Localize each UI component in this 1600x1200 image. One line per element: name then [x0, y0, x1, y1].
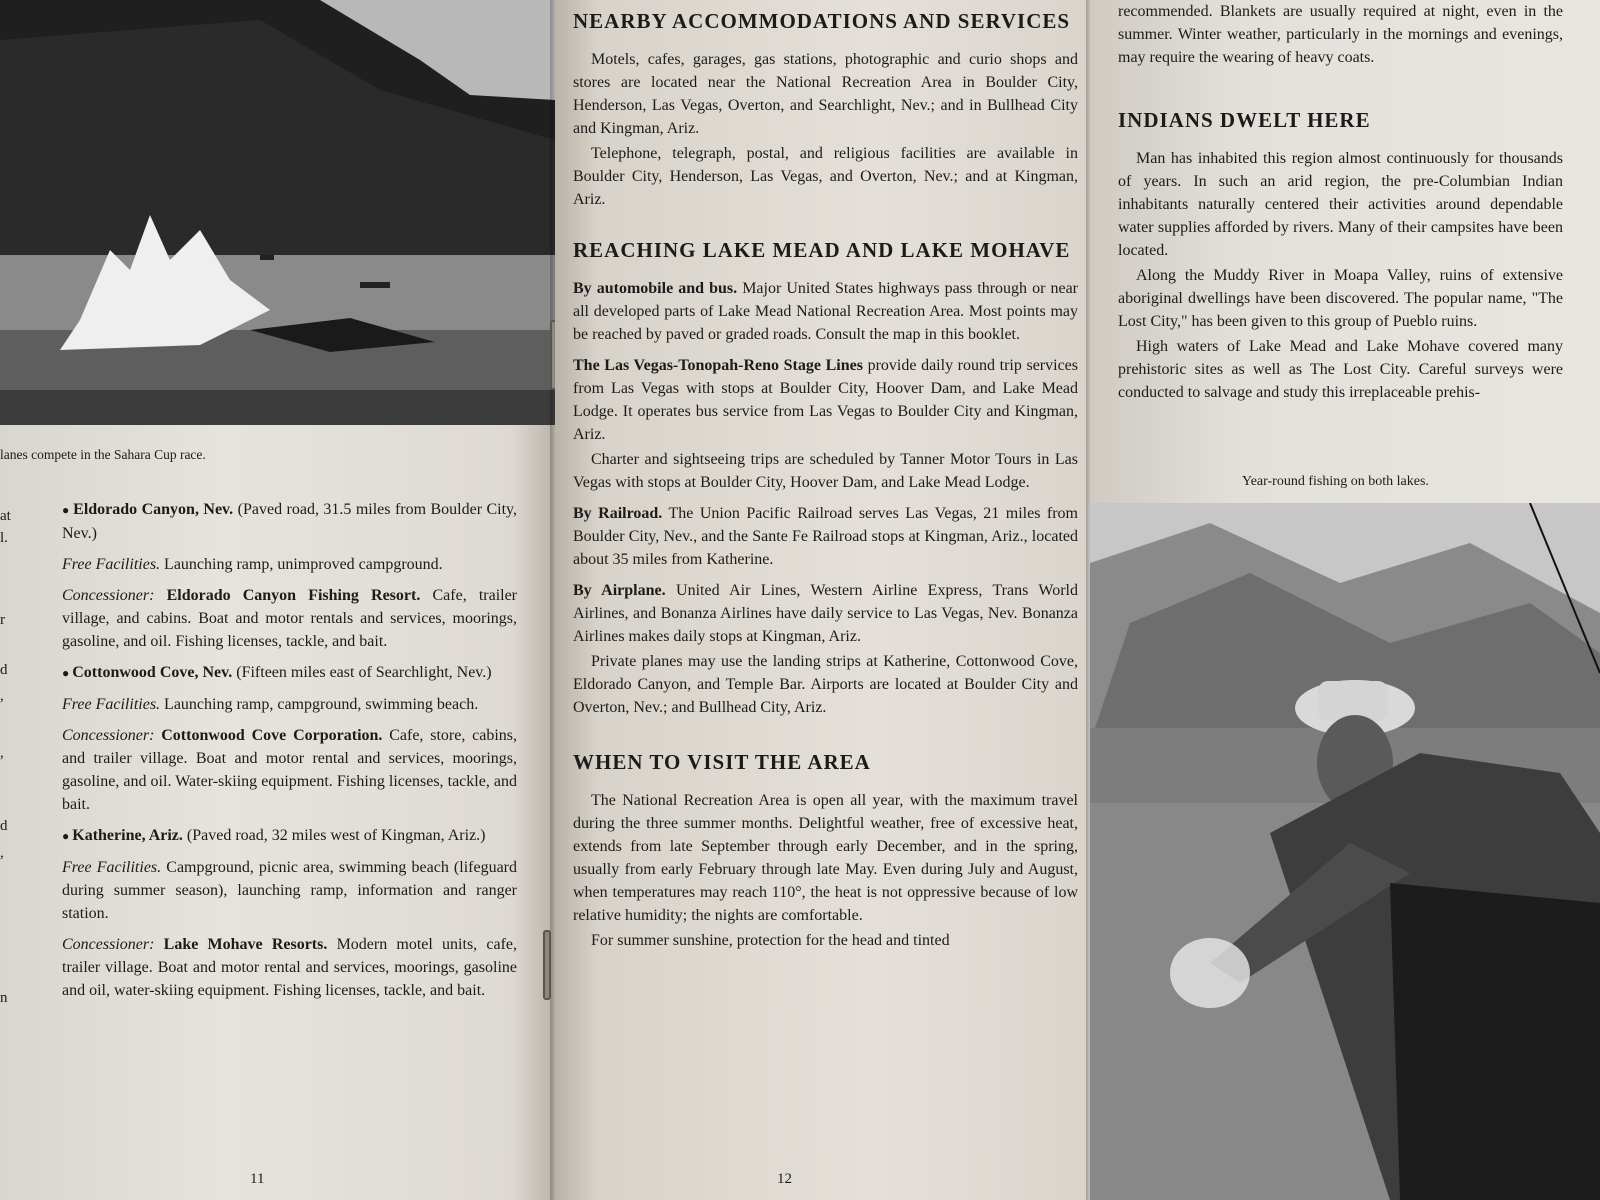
fishing-caption: Year-round fishing on both lakes. — [1242, 474, 1429, 489]
concessioner-name: Lake Mohave Resorts. — [163, 936, 328, 953]
auto-label: By automobile and bus. — [573, 280, 738, 297]
margin-fragment: d — [0, 662, 8, 678]
entry-katherine — [62, 824, 517, 1002]
stage-label: The Las Vegas-Tonopah-Reno Stage Lines — [573, 357, 863, 374]
margin-fragment: at — [0, 508, 11, 524]
fishing-photo — [1090, 503, 1600, 1200]
accommodations-paragraph: Telephone, telegraph, postal, and religious facilities are available in Boulder City, Henderson, Las Vegas, and Overton, Nev.; and at Kingman, Ariz. — [573, 145, 1078, 208]
right-page — [1090, 0, 1600, 1200]
boat-race-photo — [0, 0, 555, 425]
margin-fragment: , — [0, 688, 4, 704]
accommodations-paragraph: Motels, cafes, garages, gas stations, photographic and curio shops and stores are located near the National Recreation Area in Boulder City, Henderson, Las Vegas, Overton, and Searchlight, Nev.; and in Bullhead City and Kingman, Ariz. — [573, 51, 1078, 137]
staple — [543, 930, 551, 1000]
entry-eldorado — [62, 498, 517, 653]
left-page — [0, 0, 555, 1200]
margin-fragment: r — [0, 612, 5, 628]
middle-page — [555, 0, 1090, 1200]
rail-text: The Union Pacific Railroad serves Las Vegas, 21 miles from Boulder City, Nev., and the Sante Fe Railroad stops at Kingman, Ariz., located about 35 miles from Katherine. — [573, 505, 1079, 568]
entry-cottonwood — [62, 661, 517, 816]
free-facilities-label: Free Facilities. — [62, 859, 162, 876]
page-number: 12 — [777, 1171, 792, 1187]
margin-fragment: l. — [0, 530, 8, 546]
entry-title: ● Eldorado Canyon, Nev. — [62, 501, 233, 518]
free-facilities-text: Launching ramp, campground, swimming beach. — [164, 696, 479, 713]
right-column — [1118, 0, 1563, 406]
carryover-paragraph: recommended. Blankets are usually required at night, even in the summer. Winter weather, particularly in the mornings and evenings, may require the wearing of heavy coats. — [1118, 3, 1563, 66]
free-facilities-label: Free Facilities. — [62, 696, 161, 713]
entry-title: ● Cottonwood Cove, Nev. — [62, 664, 232, 681]
heading-reaching: REACHING LAKE MEAD AND LAKE MOHAVE — [573, 238, 1071, 262]
air-label: By Airplane. — [573, 582, 666, 599]
margin-fragment: , — [0, 745, 4, 761]
left-column — [62, 498, 517, 1010]
page-number: 11 — [250, 1171, 265, 1187]
entry-note: (Paved road, 31.5 miles from Boulder City, Nev.) — [62, 501, 518, 542]
free-facilities-text: Launching ramp, unimproved campground. — [164, 556, 443, 573]
margin-fragment: n — [0, 990, 8, 1006]
auto-text: Major United States highways pass through or near all developed parts of Lake Mead National Recreation Area. Most points may be reached by paved or graded roads. Consult the map in this booklet. — [573, 280, 1078, 343]
entry-note: (Paved road, 32 miles west of Kingman, Ariz.) — [186, 827, 486, 844]
entry-title: ● Katherine, Ariz. — [62, 827, 183, 844]
middle-column — [573, 8, 1078, 954]
margin-fragment: d — [0, 818, 8, 834]
concessioner-name: Eldorado Canyon Fishing Resort. — [166, 587, 421, 604]
concessioner-label: Concessioner: — [62, 727, 155, 744]
concessioner-label: Concessioner: — [62, 936, 155, 953]
boat-race-caption: lanes compete in the Sahara Cup race. — [0, 447, 206, 462]
rail-label: By Railroad. — [573, 505, 663, 522]
entry-note: (Fifteen miles east of Searchlight, Nev.) — [236, 664, 492, 681]
indians-paragraph: Along the Muddy River in Moapa Valley, ruins of extensive aboriginal dwellings have been discovered. The popular name, "The Lost City," has been given to this group of Pueblo ruins. — [1118, 267, 1563, 330]
indians-paragraph: High waters of Lake Mead and Lake Mohave covered many prehistoric sites as well as The Lost City. Careful surveys were conducted to salvage and study this irreplaceable prehis- — [1118, 338, 1563, 401]
free-facilities-text: Campground, picnic area, swimming beach (lifeguard during summer season), launching ramp, information and ranger station. — [62, 859, 518, 922]
concessioner-text: Modern motel units, cafe, trailer village. Boat and motor rental and services, moorings, gasoline and oil, water-skiing equipment. Fishing licenses, tackle, and bait. — [62, 936, 518, 999]
charter-paragraph: Charter and sightseeing trips are scheduled by Tanner Motor Tours in Las Vegas with stops at Boulder City, Hoover Dam, and Lake Mead Lodge. — [573, 451, 1078, 491]
concessioner-name: Cottonwood Cove Corporation. — [161, 727, 383, 744]
concessioner-text: Cafe, store, cabins, and trailer village. Boat and motor rental and services, moorings, gasoline, and oil. Water-skiing equipment. Fishing licenses, tackle, and bait. — [62, 727, 518, 813]
indians-paragraph: Man has inhabited this region almost continuously for thousands of years. In such an arid region, the pre-Columbian Indian inhabitants naturally centered their activities around dependable water supplies afforded by rivers. Many of their campsites have been located. — [1118, 150, 1563, 259]
heading-accommodations: NEARBY ACCOMMODATIONS AND SERVICES — [573, 9, 1071, 33]
air-text: United Air Lines, Western Airline Express, Trans World Airlines, and Bonanza Airlines have daily service to Las Vegas, Nev. Bonanza Airlines makes daily stops at Kingman, Ariz. — [573, 582, 1078, 645]
visit-paragraph: For summer sunshine, protection for the head and tinted — [591, 932, 950, 949]
visit-paragraph: The National Recreation Area is open all year, with the maximum travel during the three summer months. Delightful weather, free of excessive heat, extends from late September through early December, and in the spring, usually from early February through late May. Even during July and August, when temperatures may reach 110°, the heat is not oppressive because of low relative humidity; the nights are comfortable. — [573, 792, 1078, 924]
concessioner-label: Concessioner: — [62, 587, 155, 604]
stage-text: provide daily round trip services from Las Vegas with stops at Boulder City, Hoover Dam, and Lake Mead Lodge. It operates bus service from Las Vegas to Boulder City and Kingman, Ariz. — [573, 357, 1078, 443]
concessioner-text: Cafe, trailer village, and cabins. Boat and motor rentals and services, moorings, gasoline, and oil. Fishing licenses, tackle, and bait. — [62, 587, 518, 650]
free-facilities-label: Free Facilities. — [62, 556, 161, 573]
heading-indians: INDIANS DWELT HERE — [1118, 108, 1371, 132]
margin-fragment: , — [0, 845, 4, 861]
heading-when-to-visit: WHEN TO VISIT THE AREA — [573, 750, 871, 774]
private-planes-paragraph: Private planes may use the landing strips at Katherine, Cottonwood Cove, Eldorado Canyon, and Temple Bar. Airports are located at Boulder City and Overton, Nev.; and Bullhead City, Ariz. — [573, 653, 1078, 716]
